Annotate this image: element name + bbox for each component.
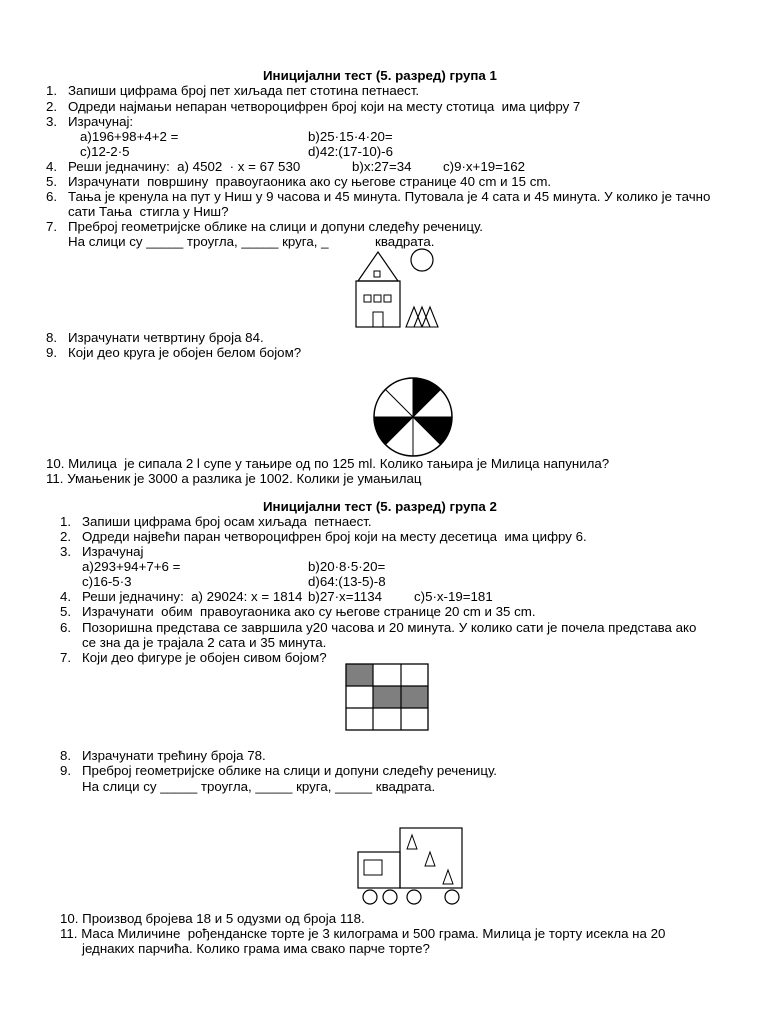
g2-q3a: a)293+94+7+6 =: [82, 559, 181, 574]
tree-triangle: [422, 307, 438, 327]
circle-eighths-figure: [371, 375, 455, 459]
house-body-square: [356, 281, 400, 327]
g1-q4c: c)9·x+19=162: [443, 159, 526, 174]
grid-3x4-figure: [344, 662, 430, 734]
g2-q6-num: 6.: [60, 620, 72, 635]
g1-q3-num: 3.: [46, 114, 58, 129]
g1-q11: 11. Умањеник је 3000 а разлика је 1002. Колики је умањилац: [46, 471, 422, 486]
tree-triangle: [406, 307, 422, 327]
g2-q3-num: 3.: [60, 544, 72, 559]
g2-q6-text: Позоришна представа се завршила у20 часова и 20 минута. У колико сати је почела представа ако: [82, 620, 697, 635]
g1-q5-num: 5.: [46, 174, 58, 189]
g1-q6-num: 6.: [46, 189, 58, 204]
g1-q7-fill: На слици су _____ троугла, _____ круга, _: [68, 234, 329, 249]
g1-q2-text: Одреди најмањи непаран четвороцифрен број који на месту стотица има цифру 7: [68, 99, 581, 114]
group1-title: Иницијални тест (5. разред) група 1: [263, 68, 497, 83]
gray-cell: [401, 686, 428, 708]
g1-q3a: a)196+98+4+2 =: [80, 129, 179, 144]
g1-q4b: b)x:27=34: [352, 159, 412, 174]
g2-q3d: d)64:(13-5)-8: [308, 574, 386, 589]
g2-q9-text: Преброј геометријске облике на слици и допуни следећу реченицу.: [82, 763, 497, 778]
g2-q4-num: 4.: [60, 589, 72, 604]
g1-q2-num: 2.: [46, 99, 58, 114]
g2-q3-text: Израчунај: [82, 544, 144, 559]
wheel-circle: [383, 890, 397, 904]
g1-q3b: b)25·15·4·20=: [308, 129, 393, 144]
g2-q7-num: 7.: [60, 650, 72, 665]
window-square: [374, 295, 381, 302]
sun-circle: [411, 249, 433, 271]
house-shapes-figure: [344, 246, 444, 332]
g2-q5-text: Израчунати обим правоугаоника ако су његове странице 20 cm и 35 cm.: [82, 604, 536, 619]
truck-shapes-figure: [352, 822, 472, 908]
g1-q7-text: Преброј геометријске облике на слици и допуни следећу реченицу.: [68, 219, 483, 234]
g2-q2-num: 2.: [60, 529, 72, 544]
g1-q7-fill-end: квадрата.: [375, 234, 435, 249]
g2-q4-text: Реши једначину: a) 29024: x = 1814: [82, 589, 303, 604]
g2-q8-text: Израчунати трећину броја 78.: [82, 748, 266, 763]
black-sector: [374, 417, 413, 445]
tree-triangle: [414, 307, 430, 327]
g1-q6-cont: сати Тања стигла у Ниш?: [68, 204, 229, 219]
g1-q3c: c)12-2·5: [80, 144, 130, 159]
g2-q2-text: Одреди највећи паран четвороцифрен број који на месту десетица има цифру 6.: [82, 529, 587, 544]
g2-q11-cont: једнаких парчића. Колико грама има свако парче торте?: [82, 941, 430, 956]
g1-q9-num: 9.: [46, 345, 58, 360]
g1-q4-num: 4.: [46, 159, 58, 174]
g2-q3b: b)20·8·5·20=: [308, 559, 386, 574]
g1-q6-text: Тања је кренула на пут у Ниш у 9 часова и 45 минута. Путовала је 4 сата и 45 минута. У колико је тачно: [68, 189, 711, 204]
g2-q10: 10. Производ бројева 18 и 5 одузми од броја 118.: [60, 911, 365, 926]
gray-cell: [373, 686, 401, 708]
black-sector: [413, 378, 441, 417]
cargo-triangle: [443, 870, 453, 884]
g1-q4-text: Реши једначину: a) 4502 · x = 67 530: [68, 159, 301, 174]
g2-q3c: c)16-5·3: [82, 574, 132, 589]
g1-q1-text: Запиши цифрама број пет хиљада пет стотина петнаест.: [68, 83, 420, 98]
g2-q9-num: 9.: [60, 763, 72, 778]
g1-q8-text: Израчунати четвртину броја 84.: [68, 330, 264, 345]
black-sector: [413, 417, 452, 445]
g2-q1-num: 1.: [60, 514, 72, 529]
g1-q3-text: Израчунај:: [68, 114, 134, 129]
g1-q3d: d)42:(17-10)-6: [308, 144, 393, 159]
window-square: [384, 295, 391, 302]
cab-window-square: [364, 860, 382, 875]
g2-q6-cont: се зна да је трајала 2 сата и 35 минута.: [82, 635, 327, 650]
g2-q4b: b)27·x=1134: [308, 589, 383, 604]
g1-q5-text: Израчунати површину правоугаоника ако су његове странице 40 cm и 15 cm.: [68, 174, 552, 189]
cargo-square: [400, 828, 462, 888]
window-square: [364, 295, 371, 302]
g1-q8-num: 8.: [46, 330, 58, 345]
cargo-triangle: [407, 835, 417, 849]
door-square: [373, 312, 383, 327]
g1-q1-num: 1.: [46, 83, 58, 98]
attic-window-square: [374, 271, 380, 277]
g2-q9-fill: На слици су _____ троугла, _____ круга, _____ квадрата.: [82, 779, 436, 794]
group2-title: Иницијални тест (5. разред) група 2: [263, 499, 497, 514]
g1-q9-text: Који део круга је обојен белом бојом?: [68, 345, 302, 360]
wheel-circle: [363, 890, 377, 904]
wheel-circle: [407, 890, 421, 904]
g2-q7-text: Који део фигуре је обојен сивом бојом?: [82, 650, 327, 665]
g2-q1-text: Запиши цифрама број осам хиљада петнаест.: [82, 514, 372, 529]
g2-q5-num: 5.: [60, 604, 72, 619]
g1-q10: 10. Милица је сипала 2 l супе у тањире од по 125 ml. Колико тањира је Милица напунила?: [46, 456, 610, 471]
g2-q4c: c)5·x-19=181: [414, 589, 493, 604]
cargo-triangle: [425, 852, 435, 866]
g1-q7-num: 7.: [46, 219, 58, 234]
wheel-circle: [445, 890, 459, 904]
gray-cell: [346, 664, 373, 686]
g2-q11: 11. Маса Миличине рођенданске торте је 3 килограма и 500 грама. Милица је торту исекла на 20: [60, 926, 666, 941]
g2-q8-num: 8.: [60, 748, 72, 763]
